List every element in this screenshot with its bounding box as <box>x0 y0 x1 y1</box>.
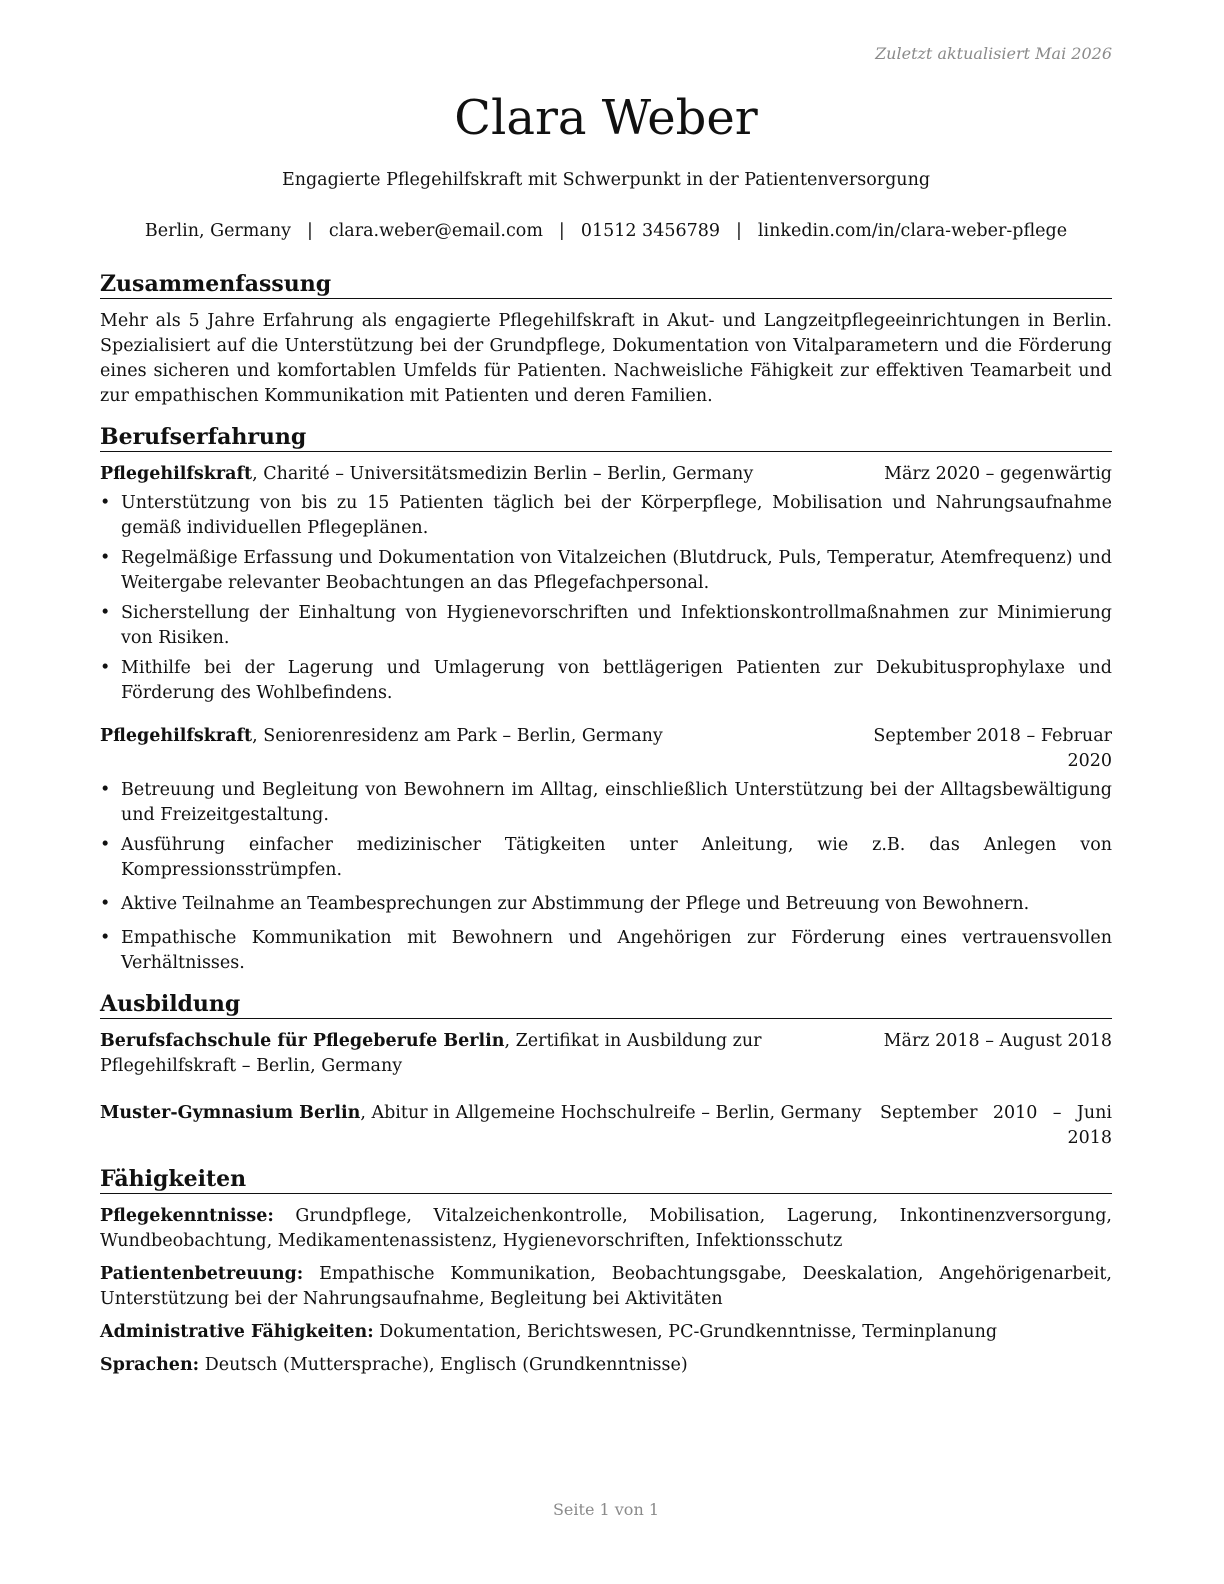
bullet-text: Aktive Teilnahme an Teambesprechungen zur Abstimmung der Pflege und Betreuung von Bewohnern. <box>121 894 1030 914</box>
bullet-text: Unterstützung von bis zu 15 Patienten täglich bei der Körperpflege, Mobilisation und Nahrungsaufnahme gemäß individuellen Pflegeplänen. <box>121 493 1112 538</box>
bullet-icon: • <box>100 894 111 914</box>
list-item <box>100 546 1112 596</box>
job-title-line <box>100 724 872 749</box>
list-item <box>100 491 1112 541</box>
bullet-text: Ausführung einfacher medizinischer Tätigkeiten unter Anleitung, wie z.B. das Anlegen von Kompressionsstrümpfen. <box>121 835 1112 880</box>
candidate-name: Clara Weber <box>454 90 758 146</box>
bullet-icon: • <box>100 493 111 513</box>
skill-label: Sprachen: <box>100 1355 200 1375</box>
job-role: Pflegehilfskraft <box>100 464 253 484</box>
tagline: Engagierte Pflegehilfskraft mit Schwerpunkt in der Patientenversorgung <box>281 170 931 190</box>
contact-separator: | <box>306 221 313 241</box>
skill-label: Patientenbetreuung: <box>100 1264 304 1284</box>
education-section <box>100 990 1112 1151</box>
education-title-line <box>100 1029 874 1079</box>
job-header <box>100 462 1112 487</box>
skill-label: Administrative Fähigkeiten: <box>100 1322 374 1342</box>
skill-label: Pflegekenntnisse: <box>100 1206 274 1226</box>
job-role: Pflegehilfskraft <box>100 726 253 746</box>
education-entry <box>100 1029 1112 1079</box>
bullet-text: Empathische Kommunikation mit Bewohnern und Angehörigen zur Förderung eines vertrauensvollen Verhältnisses. <box>121 928 1112 973</box>
list-item <box>100 656 1112 706</box>
education-title-line <box>100 1101 880 1126</box>
degree-info: , Zertifikat in Ausbildung zur Pflegehilfskraft – Berlin, Germany <box>100 1031 762 1076</box>
skill-text: Grundpflege, Vitalzeichenkontrolle, Mobilisation, Lagerung, Inkontinenzversorgung, Wundbeobachtung, Medikamentenassistenz, Hygienevorschriften, Infektionsschutz <box>100 1206 1112 1251</box>
bullet-text: Sicherstellung der Einhaltung von Hygienevorschriften und Infektionskontrollmaßnahmen zur Minimierung von Risiken. <box>121 603 1112 648</box>
bullet-icon: • <box>100 780 111 800</box>
job-header <box>100 724 1112 774</box>
skill-text: Dokumentation, Berichtswesen, PC-Grundkenntnisse, Terminplanung <box>373 1322 998 1342</box>
job-dates: März 2020 – gegenwärtig <box>884 464 1112 484</box>
skills-section <box>100 1165 1112 1378</box>
contact-location: Berlin, Germany <box>144 221 291 241</box>
education-entry <box>100 1101 1112 1151</box>
contact-separator: | <box>736 221 742 241</box>
resume-content <box>100 270 1112 1392</box>
section-title: Ausbildung <box>100 990 1112 1019</box>
school-name: Berufsfachschule für Pflegeberufe Berlin <box>100 1031 505 1051</box>
section-title: Zusammenfassung <box>100 270 1112 299</box>
list-item <box>100 926 1112 976</box>
education-dates: März 2018 – August 2018 <box>883 1031 1112 1051</box>
experience-section <box>100 423 1112 976</box>
contact-phone[interactable]: 01512 3456789 <box>580 221 720 241</box>
page-number: Seite 1 von 1 <box>552 1500 660 1519</box>
contact-line <box>0 219 1212 243</box>
summary-section <box>100 270 1112 409</box>
skill-line <box>100 1204 1112 1254</box>
bullet-icon: • <box>100 548 111 568</box>
bullet-icon: • <box>100 928 111 948</box>
bullet-text: Regelmäßige Erfassung und Dokumentation von Vitalzeichen (Blutdruck, Puls, Temperatur, Atemfrequenz) und Weitergabe relevanter Beobachtungen an das Pflegefachpersonal. <box>121 548 1112 593</box>
bullet-icon: • <box>100 835 111 855</box>
skill-text: Deutsch (Muttersprache), Englisch (Grundkenntnisse) <box>199 1355 688 1375</box>
list-item <box>100 833 1112 883</box>
degree-info: , Abitur in Allgemeine Hochschulreife – Berlin, Germany <box>360 1103 862 1123</box>
education-dates: September 2010 – Juni 2018 <box>880 1103 1112 1148</box>
contact-linkedin[interactable]: linkedin.com/in/clara-weber-pflege <box>757 221 1068 241</box>
skill-line <box>100 1262 1112 1312</box>
job-employer: , Seniorenresidenz am Park – Berlin, Germany <box>252 726 663 746</box>
skill-line <box>100 1320 1112 1345</box>
job-employer: , Charité – Universitätsmedizin Berlin – Berlin, Germany <box>252 464 754 484</box>
skill-text: Empathische Kommunikation, Beobachtungsgabe, Deeskalation, Angehörigenarbeit, Unterstützung bei der Nahrungsaufnahme, Begleitung bei Aktivitäten <box>100 1264 1112 1309</box>
job-bullets <box>100 491 1112 706</box>
job-entry <box>100 462 1112 706</box>
summary-text: Mehr als 5 Jahre Erfahrung als engagierte Pflegehilfskraft in Akut- und Langzeitpflegeeinrichtungen in Berlin. Spezialisiert auf die Unterstützung bei der Grundpflege, Dokumentation von Vitalparametern und die Förderung eines sicheren und komfortablen Umfelds für Patienten. Nachweisliche Fähigkeit zur effektiven Teamarbeit und zur empathischen Kommunikation mit Patienten und deren Familien. <box>100 311 1112 406</box>
job-dates: September 2018 – Februar 2020 <box>873 726 1112 771</box>
bullet-text: Betreuung und Begleitung von Bewohnern im Alltag, einschließlich Unterstützung bei der Alltagsbewältigung und Freizeitgestaltung. <box>121 780 1112 825</box>
last-updated: Zuletzt aktualisiert Mai 2026 <box>875 44 1112 63</box>
bullet-icon: • <box>100 658 111 678</box>
contact-email[interactable]: clara.weber@email.com <box>328 221 543 241</box>
education-header <box>100 1029 1112 1079</box>
list-item <box>100 601 1112 651</box>
bullet-text: Mithilfe bei der Lagerung und Umlagerung von bettlägerigen Patienten zur Dekubitusprophylaxe und Förderung des Wohlbefindens. <box>121 658 1112 703</box>
section-title: Berufserfahrung <box>100 423 1112 452</box>
education-header <box>100 1101 1112 1151</box>
job-bullets <box>100 778 1112 976</box>
section-title: Fähigkeiten <box>100 1165 1112 1194</box>
list-item <box>100 778 1112 828</box>
list-item <box>100 892 1112 917</box>
contact-separator: | <box>558 221 565 241</box>
school-name: Muster-Gymnasium Berlin <box>100 1103 361 1123</box>
job-title-line <box>100 462 884 487</box>
job-entry <box>100 724 1112 976</box>
bullet-icon: • <box>100 603 111 623</box>
skill-line <box>100 1353 1112 1378</box>
